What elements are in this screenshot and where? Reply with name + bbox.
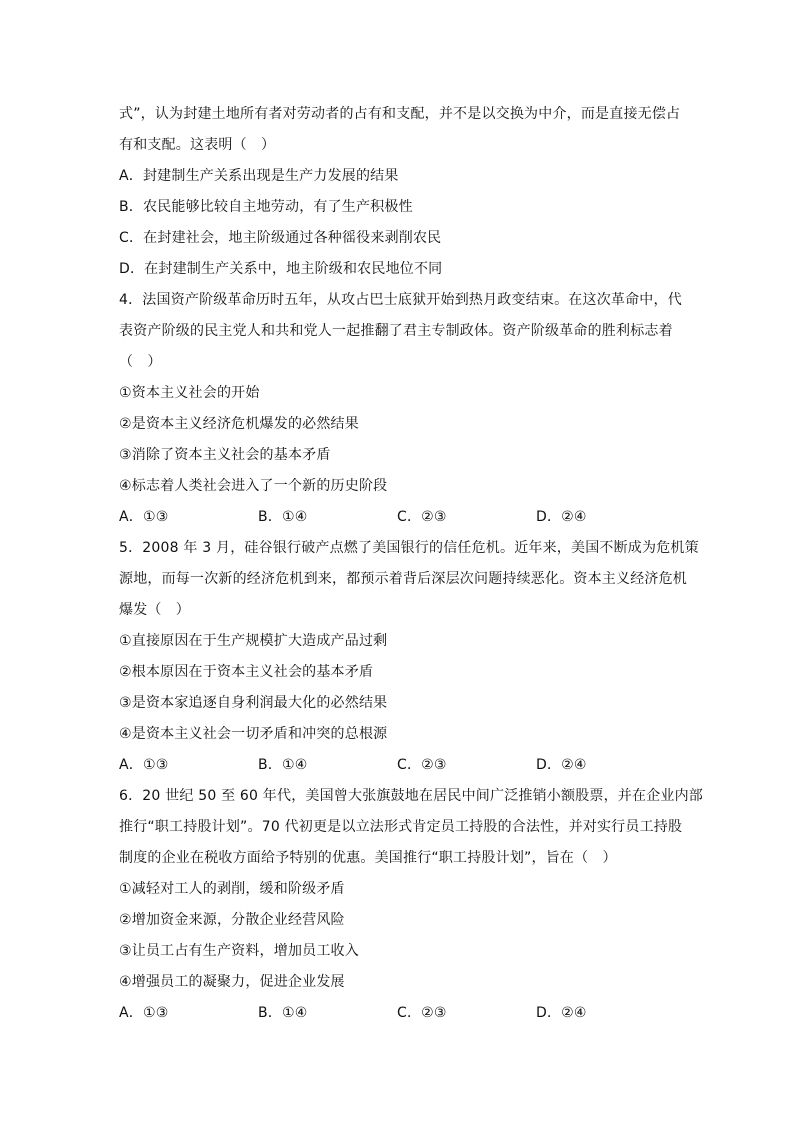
question-4-stem-line-1: 4．法国资产阶级革命历时五年，从攻占巴士底狱开始到热月政变结束。在这次革命中，代 [119,292,682,308]
question-4-statement-4: ④标志着人类社会进入了一个新的历史阶段 [119,478,388,494]
question-5-statement-2: ②根本原因在于资本主义社会的基本矛盾 [119,664,374,680]
question-5-stem-line-3: 爆发（ ） [119,602,190,618]
question-6-choice-b: B．①④ [258,1005,308,1021]
question-6-choices [119,998,679,1029]
question-6-stem-line-2: 推行“职工持股计划”。70 代初更是以立法形式肯定员工持股的合法性，并对实行员工持股 [119,819,683,835]
question-4-choice-b: B．①④ [258,509,308,525]
question-3-stem-line-1: 式”，认为封建土地所有者对劳动者的占有和支配，并不是以交换为中介，而是直接无偿占 [119,106,681,122]
question-5-choice-b: B．①④ [258,757,308,773]
question-6 [119,781,703,1029]
question-6-stem-line-3: 制度的企业在税收方面给予特别的优惠。美国推行“职工持股计划”，旨在（ ） [119,850,617,866]
question-4-choices [119,502,679,533]
exam-page [119,99,703,1029]
question-3-stem-line-2: 有和支配。这表明（ ） [119,137,276,153]
question-3-continued [119,99,679,285]
question-4-statement-2: ②是资本主义经济危机爆发的必然结果 [119,416,359,432]
question-5-choice-d: D．②④ [536,757,587,773]
question-6-statement-2: ②增加资金来源，分散企业经营风险 [119,912,345,928]
question-3-option-b: B．农民能够比较自主地劳动，有了生产积极性 [119,199,413,215]
question-5-choice-c: C．②③ [397,757,447,773]
question-6-choice-d: D．②④ [536,1005,587,1021]
question-5 [119,533,699,781]
question-6-choice-c: C．②③ [397,1005,447,1021]
question-3-option-a: A．封建制生产关系出现是生产力发展的结果 [119,168,399,184]
question-6-statement-4: ④增强员工的凝聚力，促进企业发展 [119,974,345,990]
question-5-choices [119,750,679,781]
question-5-stem-line-1: 5．2008 年 3 月，硅谷银行破产点燃了美国银行的信任危机。近年来，美国不断成为危机策 [119,540,699,556]
question-6-statement-1: ①减轻对工人的剥削，缓和阶级矛盾 [119,881,345,897]
question-4 [119,285,682,533]
question-4-stem-line-3: （ ） [119,354,162,370]
question-4-choice-a: A．①③ [119,509,169,525]
question-6-choice-a: A．①③ [119,1005,169,1021]
question-5-choice-a: A．①③ [119,757,169,773]
question-3-option-d: D．在封建制生产关系中，地主阶级和农民地位不同 [119,261,443,277]
question-3-option-c: C．在封建社会，地主阶级通过各种徭役来剥削农民 [119,230,442,246]
question-5-stem-line-2: 源地，而每一次新的经济危机到来，都预示着背后深层次问题持续恶化。资本主义经济危机 [119,571,687,587]
question-5-statement-3: ③是资本家追逐自身利润最大化的必然结果 [119,695,388,711]
question-4-choice-c: C．②③ [397,509,447,525]
question-5-statement-1: ①直接原因在于生产规模扩大造成产品过剩 [119,633,388,649]
question-4-statement-1: ①资本主义社会的开始 [119,385,260,401]
question-5-statement-4: ④是资本主义社会一切矛盾和冲突的总根源 [119,726,388,742]
question-6-statement-3: ③让员工占有生产资料，增加员工收入 [119,943,359,959]
question-6-stem-line-1: 6．20 世纪 50 至 60 年代，美国曾大张旗鼓地在居民中间广泛推销小额股票，并在企业内部 [119,788,703,804]
question-4-statement-3: ③消除了资本主义社会的基本矛盾 [119,447,331,463]
question-4-choice-d: D．②④ [536,509,587,525]
question-4-stem-line-2: 表资产阶级的民主党人和共和党人一起推翻了君主专制政体。资产阶级革命的胜利标志着 [119,323,673,339]
